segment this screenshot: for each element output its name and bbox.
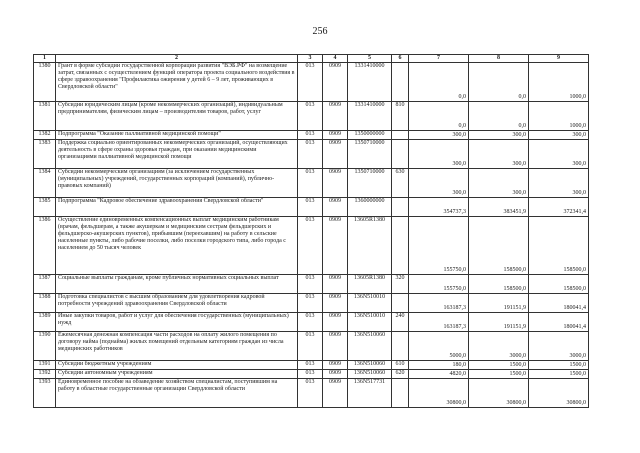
col-code-6: 630 <box>392 169 409 198</box>
col-code-3: 013 <box>298 102 323 131</box>
table-row <box>34 198 589 217</box>
value-col-7: 4820,0 <box>409 370 469 379</box>
row-number: 1386 <box>34 217 56 275</box>
value-col-9: 3000,0 <box>529 332 589 361</box>
value-col-8: 158500,0 <box>469 217 529 275</box>
col-code-3: 013 <box>298 294 323 313</box>
col-code-3: 013 <box>298 169 323 198</box>
col-code-6 <box>392 217 409 275</box>
col-code-5: 1350710000 <box>348 140 392 169</box>
table-row <box>34 294 589 313</box>
value-col-7: 5000,0 <box>409 332 469 361</box>
col-code-6: 610 <box>392 361 409 370</box>
value-col-7: 155750,0 <box>409 275 469 294</box>
value-col-8: 300,0 <box>469 140 529 169</box>
row-name: Субсидии бюджетным учреждениям <box>56 361 298 370</box>
value-col-8: 191151,9 <box>469 313 529 332</box>
value-col-7: 163187,3 <box>409 313 469 332</box>
row-name: Иные закупки товаров, работ и услуг для обеспечения государственных (муниципальных) нужд <box>56 313 298 332</box>
col-code-4: 0909 <box>323 361 348 370</box>
value-col-8: 383451,9 <box>469 198 529 217</box>
row-number: 1385 <box>34 198 56 217</box>
row-name: Поддержка социально ориентированных некоммерческих организаций, осуществляющих деятельность в сфере охраны здоровья граждан, при оказании медицинскими организациями паллиативной медицинской помощи <box>56 140 298 169</box>
col-code-6 <box>392 294 409 313</box>
col-code-6: 240 <box>392 313 409 332</box>
table-row <box>34 102 589 131</box>
col-code-6: 320 <box>392 275 409 294</box>
col-code-4: 0909 <box>323 332 348 361</box>
col-code-6: 620 <box>392 370 409 379</box>
col-code-3: 013 <box>298 313 323 332</box>
row-name: Субсидии некоммерческим организациям (за исключением государственных (муниципальных) учреждений, государственных корпораций (компаний), публично-правовых компаний) <box>56 169 298 198</box>
value-col-7: 163187,3 <box>409 294 469 313</box>
col-code-6 <box>392 140 409 169</box>
col-code-4: 0909 <box>323 102 348 131</box>
row-number: 1390 <box>34 332 56 361</box>
table-row <box>34 332 589 361</box>
col-code-6 <box>392 198 409 217</box>
row-name: Субсидии автономным учреждениям <box>56 370 298 379</box>
row-name: Единовременное пособие на обзаведение хозяйством специалистам, поступившим на работу в областные государственные организации Свердловской области <box>56 379 298 408</box>
col-code-3: 013 <box>298 63 323 102</box>
row-number: 1389 <box>34 313 56 332</box>
row-name: Подпрограмма "Кадровое обеспечение здравоохранения Свердловской области" <box>56 198 298 217</box>
value-col-9: 158500,0 <box>529 217 589 275</box>
col-code-6 <box>392 131 409 140</box>
row-number: 1380 <box>34 63 56 102</box>
col-code-6: 810 <box>392 102 409 131</box>
col-code-6 <box>392 63 409 102</box>
column-header: 7 <box>409 55 469 63</box>
col-code-5: 136N510060 <box>348 370 392 379</box>
value-col-7: 180,0 <box>409 361 469 370</box>
col-code-5: 13605R1380 <box>348 275 392 294</box>
value-col-7: 354737,3 <box>409 198 469 217</box>
col-code-4: 0909 <box>323 169 348 198</box>
col-code-4: 0909 <box>323 370 348 379</box>
col-code-5: 1331410000 <box>348 102 392 131</box>
column-header: 6 <box>392 55 409 63</box>
value-col-8: 158500,0 <box>469 275 529 294</box>
row-number: 1387 <box>34 275 56 294</box>
col-code-3: 013 <box>298 379 323 408</box>
value-col-7: 300,0 <box>409 131 469 140</box>
col-code-5: 1350000000 <box>348 131 392 140</box>
col-code-4: 0909 <box>323 217 348 275</box>
col-code-5: 1350710000 <box>348 169 392 198</box>
col-code-5: 136N517731 <box>348 379 392 408</box>
row-number: 1393 <box>34 379 56 408</box>
col-code-5: 136N510010 <box>348 294 392 313</box>
row-number: 1382 <box>34 131 56 140</box>
table-row <box>34 63 589 102</box>
value-col-7: 30800,0 <box>409 379 469 408</box>
value-col-9: 30800,0 <box>529 379 589 408</box>
column-header: 1 <box>34 55 56 63</box>
column-header: 2 <box>56 55 298 63</box>
value-col-7: 0,0 <box>409 63 469 102</box>
row-name: Ежемесячная денежная компенсация части расходов на оплату жилого помещения по договору найма (поднайма) жилых помещений отдельным категориям граждан из числа медицинских работников <box>56 332 298 361</box>
table-row <box>34 275 589 294</box>
row-name: Социальные выплаты гражданам, кроме публичных нормативных социальных выплат <box>56 275 298 294</box>
col-code-3: 013 <box>298 275 323 294</box>
col-code-4: 0909 <box>323 131 348 140</box>
table-row <box>34 140 589 169</box>
value-col-9: 300,0 <box>529 131 589 140</box>
col-code-4: 0909 <box>323 294 348 313</box>
column-header: 4 <box>323 55 348 63</box>
table-header-row <box>34 55 589 63</box>
value-col-9: 1500,0 <box>529 361 589 370</box>
value-col-7: 300,0 <box>409 140 469 169</box>
value-col-9: 372341,4 <box>529 198 589 217</box>
value-col-8: 1500,0 <box>469 370 529 379</box>
row-number: 1384 <box>34 169 56 198</box>
col-code-3: 013 <box>298 217 323 275</box>
table-row <box>34 379 589 408</box>
col-code-6 <box>392 379 409 408</box>
value-col-8: 300,0 <box>469 131 529 140</box>
row-name: Подпрограмма "Оказание паллиативной медицинской помощи" <box>56 131 298 140</box>
col-code-5: 136N510060 <box>348 332 392 361</box>
value-col-9: 180041,4 <box>529 313 589 332</box>
value-col-8: 3000,0 <box>469 332 529 361</box>
table-row <box>34 217 589 275</box>
col-code-4: 0909 <box>323 198 348 217</box>
value-col-8: 191151,9 <box>469 294 529 313</box>
page-number: 256 <box>312 26 328 37</box>
value-col-9: 1000,0 <box>529 63 589 102</box>
value-col-7: 300,0 <box>409 169 469 198</box>
row-name: Субсидии юридическим лицам (кроме некоммерческих организаций), индивидуальным предпринимателям, физическим лицам – производителям товаров, работ, услуг <box>56 102 298 131</box>
table-row <box>34 370 589 379</box>
value-col-9: 300,0 <box>529 169 589 198</box>
col-code-4: 0909 <box>323 275 348 294</box>
col-code-3: 013 <box>298 131 323 140</box>
value-col-7: 0,0 <box>409 102 469 131</box>
value-col-9: 158500,0 <box>529 275 589 294</box>
column-header: 5 <box>348 55 392 63</box>
value-col-9: 180041,4 <box>529 294 589 313</box>
row-number: 1388 <box>34 294 56 313</box>
value-col-7: 155750,0 <box>409 217 469 275</box>
col-code-5: 13605R1380 <box>348 217 392 275</box>
col-code-4: 0909 <box>323 63 348 102</box>
col-code-3: 013 <box>298 198 323 217</box>
column-header: 3 <box>298 55 323 63</box>
col-code-3: 013 <box>298 332 323 361</box>
column-header: 9 <box>529 55 589 63</box>
row-name: Подготовка специалистов с высшим образованием для удовлетворения кадровой потребности учреждений здравоохранения Свердловской области <box>56 294 298 313</box>
row-number: 1381 <box>34 102 56 131</box>
col-code-5: 1360000000 <box>348 198 392 217</box>
table-row <box>34 169 589 198</box>
column-header: 8 <box>469 55 529 63</box>
value-col-8: 1500,0 <box>469 361 529 370</box>
col-code-5: 136N510060 <box>348 361 392 370</box>
row-number: 1391 <box>34 361 56 370</box>
value-col-8: 0,0 <box>469 102 529 131</box>
value-col-9: 1500,0 <box>529 370 589 379</box>
col-code-5: 1331410000 <box>348 63 392 102</box>
row-number: 1383 <box>34 140 56 169</box>
budget-table <box>33 54 589 408</box>
col-code-3: 013 <box>298 370 323 379</box>
value-col-8: 30800,0 <box>469 379 529 408</box>
row-name: Грант в форме субсидии государственной корпорации развития "ВЭБ.РФ" на возмещение затрат, связанных с осуществлением функций оператора проекта социального воздействия в сфере здравоохранения "Профилактика ожирения у детей 6 – 9 лет, проживающих в Свердловской области" <box>56 63 298 102</box>
col-code-4: 0909 <box>323 140 348 169</box>
col-code-4: 0909 <box>323 379 348 408</box>
value-col-9: 300,0 <box>529 140 589 169</box>
value-col-9: 1000,0 <box>529 102 589 131</box>
table-row <box>34 361 589 370</box>
table-row <box>34 313 589 332</box>
table-row <box>34 131 589 140</box>
value-col-8: 0,0 <box>469 63 529 102</box>
col-code-4: 0909 <box>323 313 348 332</box>
col-code-3: 013 <box>298 140 323 169</box>
col-code-3: 013 <box>298 361 323 370</box>
col-code-5: 136N510010 <box>348 313 392 332</box>
row-name: Осуществление единовременных компенсационных выплат медицинским работникам (врачам, фельдшерам, а также акушеркам и медицинским сестрам фельдшерских и фельдшерско-акушерских пунктов), прибывшим (переехавшим) на работу в сельские населенные пункты, либо рабочие поселки, либо поселки городского типа, либо города с населением до 50 тысяч человек <box>56 217 298 275</box>
row-number: 1392 <box>34 370 56 379</box>
col-code-6 <box>392 332 409 361</box>
value-col-8: 300,0 <box>469 169 529 198</box>
